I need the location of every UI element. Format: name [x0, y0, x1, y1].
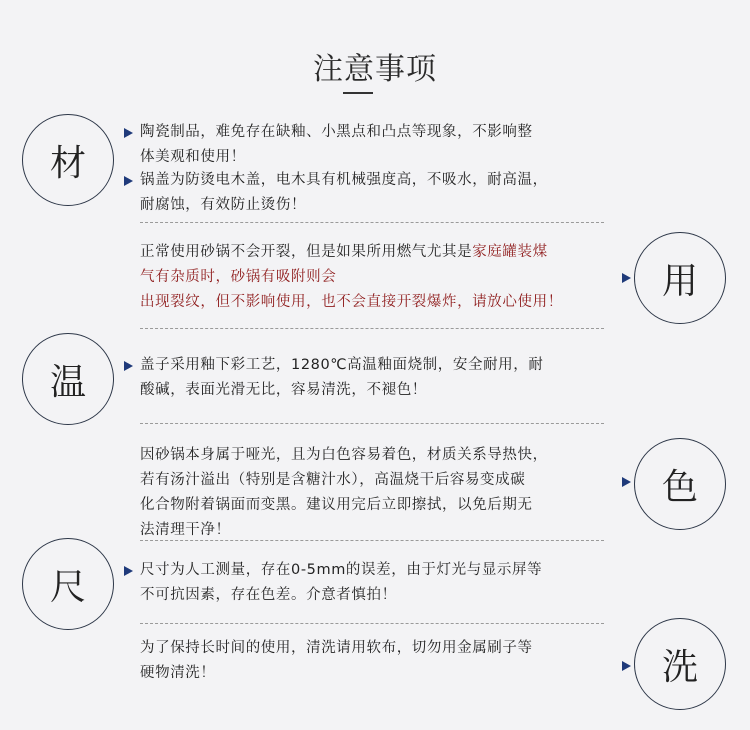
wash-text: 为了保持长时间的使用，清洗请用软布，切勿用金属刷子等 硬物清洗！	[140, 640, 533, 681]
title-underline	[343, 92, 373, 94]
use-warning-text-3: 出现裂纹，但不影响使用，也不会直接开裂爆炸，请放心使用！	[140, 294, 563, 310]
material-icon	[22, 114, 114, 206]
use-warning-text-1: 家庭罐装煤	[472, 244, 548, 260]
material-point-2: 锅盖为防烫电木盖，电木具有机械强度高，不吸水，耐高温， 耐腐蚀，有效防止烫伤！	[140, 172, 548, 213]
wash-icon-char: 洗	[661, 646, 698, 688]
bullet-triangle-icon	[124, 176, 133, 186]
color-icon-char: 色	[661, 466, 698, 508]
temperature-icon-char: 温	[49, 361, 86, 403]
size-icon	[22, 538, 114, 630]
use-icon	[634, 232, 726, 324]
bullet-triangle-icon	[124, 566, 133, 576]
page-title: 注意事项	[313, 52, 437, 87]
size-icon-char: 尺	[49, 566, 86, 608]
use-warning-text-2: 气有杂质时，砂锅有吸附则会	[140, 269, 337, 285]
color-icon	[634, 438, 726, 530]
temperature-icon	[22, 333, 114, 425]
section-divider	[140, 540, 604, 541]
use-text: 正常使用砂锅不会开裂，但是如果所用燃气尤其是家庭罐装煤 气有杂质时，砂锅有吸附则会 出现裂纹，但不影响使用，也不会直接开裂爆炸，请放心使用！	[140, 240, 563, 315]
wash-icon	[634, 618, 726, 710]
material-point-1: 陶瓷制品，难免存在缺釉、小黑点和凸点等现象，不影响整 体美观和使用！	[140, 124, 533, 165]
bullet-triangle-icon	[124, 361, 133, 371]
bullet-triangle-icon	[622, 661, 631, 671]
color-text: 因砂锅本身属于哑光，且为白色容易着色，材质关系导热快， 若有汤汁溢出（特别是含糖汁水），高温烧干后容易变成碳 化合物附着锅面而变黑。建议用完后立即擦拭，以免后期无 法清理干净！	[140, 447, 548, 538]
section-divider	[140, 328, 604, 329]
bullet-triangle-icon	[622, 273, 631, 283]
section-divider	[140, 423, 604, 424]
material-icon-char: 材	[49, 142, 86, 184]
use-icon-char: 用	[661, 260, 698, 302]
section-divider	[140, 222, 604, 223]
bullet-triangle-icon	[622, 477, 631, 487]
size-text: 尺寸为人工测量，存在0-5mm的误差，由于灯光与显示屏等 不可抗因素，存在色差。介意者慎拍！	[140, 562, 543, 603]
section-divider	[140, 623, 604, 624]
temperature-text: 盖子采用釉下彩工艺，1280℃高温釉面烧制，安全耐用，耐 酸碱，表面光滑无比，容易清洗，不褪色！	[140, 357, 544, 398]
bullet-triangle-icon	[124, 128, 133, 138]
